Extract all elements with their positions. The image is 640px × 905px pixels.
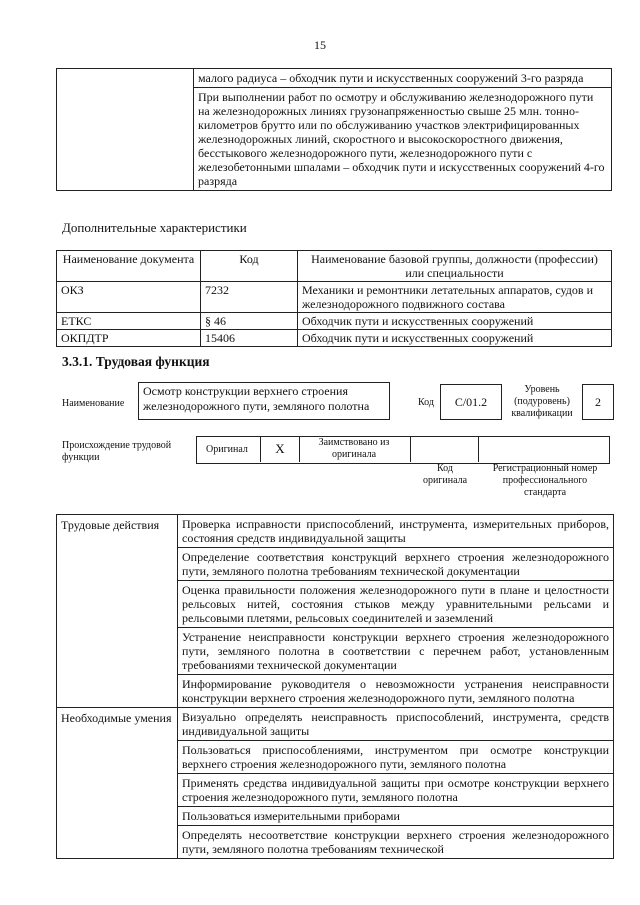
- list-item: Устранение неисправности конструкции верхнего строения железнодорожного пути, земляного полотна в соответствии с перечнем работ, установленным требованиями технической документации: [178, 628, 614, 675]
- reg-number-label: Регистрационный номер профессионального стандарта: [492, 463, 598, 498]
- function-name: Осмотр конструкции верхнего строения железнодорожного пути, земляного полотна: [138, 382, 390, 420]
- list-item: Визуально определять неисправность приспособлений, инструмента, средств индивидуальной защиты: [178, 708, 614, 741]
- header-group: Наименование базовой группы, должности (профессии) или специальности: [298, 251, 612, 282]
- section-title: 3.3.1. Трудовая функция: [62, 354, 210, 369]
- list-item: Пользоваться измерительными приборами: [178, 807, 614, 826]
- empty-cell: [57, 69, 194, 191]
- qualification-table: [56, 68, 612, 191]
- row-group: Обходчик пути и искусственных сооружений: [298, 330, 612, 347]
- labor-actions-label: Трудовые действия: [57, 515, 178, 708]
- additional-table: [56, 250, 612, 347]
- table-row: [57, 282, 612, 313]
- header-doc: Наименование документа: [57, 251, 201, 282]
- row-code: § 46: [201, 313, 298, 330]
- divider: [410, 436, 411, 462]
- code-label: Код: [418, 397, 434, 408]
- additional-heading: Дополнительные характеристики: [62, 220, 247, 235]
- list-item: Информирование руководителя о невозможности устранения неисправности конструкции верхнего строения железнодорожного пути, земляного полотна: [178, 675, 614, 708]
- row-doc: ЕТКС: [57, 313, 201, 330]
- row-doc: ОКЗ: [57, 282, 201, 313]
- row-group: Обходчик пути и искусственных сооружений: [298, 313, 612, 330]
- row-code: 7232: [201, 282, 298, 313]
- borrowed-label: Заимствовано из оригинала: [318, 437, 390, 460]
- name-label: Наименование: [62, 398, 125, 409]
- header-code: Код: [201, 251, 298, 282]
- table-row: [57, 313, 612, 330]
- orig-code-label: Код оригинала: [422, 463, 468, 486]
- table-row: [57, 330, 612, 347]
- level-value: 2: [582, 384, 614, 420]
- row-group: Механики и ремонтники летательных аппаратов, судов и железнодорожного подвижного состава: [298, 282, 612, 313]
- list-item: Проверка исправности приспособлений, инструмента, измерительных приборов, состояния средств индивидуальной защиты: [178, 515, 614, 548]
- list-item: Применять средства индивидуальной защиты при осмотре конструкции верхнего строения железнодорожного пути, земляного полотна: [178, 774, 614, 807]
- details-table: [56, 514, 614, 859]
- row-doc: ОКПДТР: [57, 330, 201, 347]
- skills-label: Необходимые умения: [57, 708, 178, 859]
- qualification-text-2: При выполнении работ по осмотру и обслуживанию железнодорожного пути на железнодорожных линиях грузонапряженностью свыше 25 млн. тонно-километров брутто или по обслуживанию участков электрифицированных железнодорожных линий, скоростного и высокоскоростного движения, бесстыкового железнодорожного пути, железнодорожного пути с железобетонными шпалами – обходчик пути и искусственных сооружений 4-го разряда: [194, 88, 612, 191]
- level-label: Уровень (подуровень) квалификации: [511, 384, 573, 419]
- list-item: Пользоваться приспособлениями, инструментом при осмотре конструкции верхнего строения железнодорожного пути, земляного полотна: [178, 741, 614, 774]
- list-item: Оценка правильности положения железнодорожного пути в плане и целостности рельсовых нитей, состояния стыков между уравнительными рельсами и рельсовыми плетями, рельсовых соединителей и заземлений: [178, 581, 614, 628]
- function-code: C/01.2: [440, 384, 502, 420]
- row-code: 15406: [201, 330, 298, 347]
- page-number: 15: [314, 38, 326, 52]
- list-item: Определять несоответствие конструкции верхнего строения железнодорожного пути, земляного полотна требованиям технической: [178, 826, 614, 859]
- qualification-text-1: малого радиуса – обходчик пути и искусственных сооружений 3-го разряда: [194, 69, 612, 88]
- list-item: Определение соответствия конструкций верхнего строения железнодорожного пути, земляного полотна требованиям технической документации: [178, 548, 614, 581]
- original-label: Оригинал: [206, 444, 248, 455]
- divider: [478, 436, 479, 462]
- original-mark: X: [260, 436, 300, 462]
- origin-label: Происхождение трудовой функции: [62, 440, 172, 463]
